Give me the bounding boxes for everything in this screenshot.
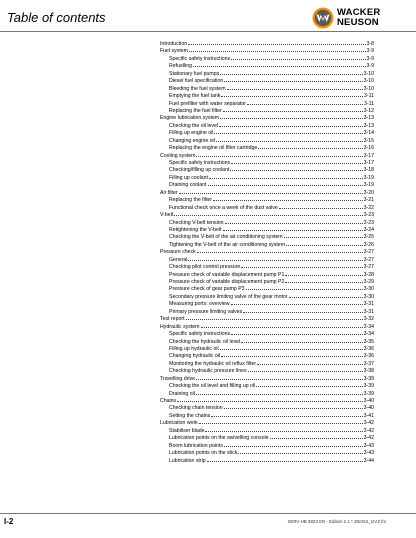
toc-entry-page: 3-19 bbox=[363, 182, 374, 188]
brand-line-2: NEUSON bbox=[337, 17, 379, 28]
toc-entry-page: 3-25 bbox=[363, 234, 374, 240]
toc-entry-label: Lubrication points on the swivelling console bbox=[169, 435, 269, 441]
toc-entry[interactable] bbox=[160, 151, 374, 158]
toc-subentry[interactable] bbox=[160, 426, 374, 433]
toc-entry-label: Checking the oil level and filling up oil bbox=[169, 383, 256, 389]
toc-entry-page: 3-34 bbox=[363, 331, 374, 337]
toc-subentry[interactable] bbox=[160, 337, 374, 344]
toc-leader-dots bbox=[188, 39, 365, 45]
toc-leader-dots bbox=[248, 366, 363, 372]
toc-entry-label: General bbox=[169, 256, 188, 263]
toc-entry-page: 3-11 bbox=[364, 100, 374, 106]
toc-leader-dots bbox=[289, 292, 363, 298]
wacker-neuson-logo-icon bbox=[312, 7, 334, 29]
toc-leader-dots bbox=[241, 337, 362, 343]
toc-leader-dots bbox=[243, 307, 362, 313]
toc-entry-page: 3-9 bbox=[366, 48, 374, 54]
toc-entry-page: 3-23 bbox=[363, 212, 374, 218]
toc-subentry[interactable] bbox=[160, 69, 374, 76]
toc-entry-label: Checking hydraulic pressure lines bbox=[169, 368, 247, 374]
toc-entry[interactable] bbox=[160, 46, 374, 53]
toc-entry-label: Checking chain tension bbox=[169, 405, 223, 411]
toc-subentry[interactable] bbox=[160, 61, 374, 68]
toc-leader-dots bbox=[231, 299, 363, 305]
toc-entry-page: 3-43 bbox=[363, 450, 374, 456]
toc-subentry[interactable] bbox=[160, 411, 374, 418]
toc-subentry[interactable] bbox=[160, 99, 374, 106]
toc-entry-label: Lubrication points on the stick bbox=[169, 450, 238, 456]
toc-leader-dots bbox=[238, 448, 362, 454]
toc-entry-page: 3-16 bbox=[363, 145, 374, 151]
toc-leader-dots bbox=[220, 69, 362, 75]
toc-entry-label: Stationary fuel pumps bbox=[169, 70, 220, 77]
toc-entry-label: Emptying the fuel tank bbox=[169, 93, 221, 99]
toc-subentry[interactable] bbox=[160, 448, 374, 455]
toc-leader-dots bbox=[196, 151, 362, 157]
toc-leader-dots bbox=[189, 46, 366, 52]
toc-entry-page: 3-21 bbox=[363, 197, 374, 203]
toc-entry-page: 3-17 bbox=[363, 152, 374, 158]
toc-leader-dots bbox=[220, 113, 363, 119]
toc-subentry[interactable] bbox=[160, 255, 374, 262]
toc-entry-page: 3-31 bbox=[363, 301, 374, 307]
toc-entry-page: 3-42 bbox=[363, 427, 374, 434]
toc-entry-label: Pressure check bbox=[160, 249, 196, 255]
toc-entry-label: Checking pilot control pressure bbox=[169, 264, 241, 270]
toc-entry-label: Replacing the fuel filter bbox=[169, 107, 222, 114]
toc-subentry[interactable] bbox=[160, 54, 374, 61]
toc-entry-label: Filling up hydraulic oil bbox=[169, 345, 219, 352]
toc-entry-label: Measuring ports: overview bbox=[169, 301, 230, 307]
toc-subentry[interactable] bbox=[160, 433, 374, 440]
toc-entry-page: 3-34 bbox=[363, 323, 374, 330]
footer-divider bbox=[0, 513, 416, 514]
toc-subentry[interactable] bbox=[160, 203, 374, 210]
toc-entry-label: Functional check once a week of the dust valve bbox=[169, 204, 278, 211]
toc-entry-label: Refuelling bbox=[169, 63, 193, 69]
table-of-contents bbox=[160, 39, 374, 463]
toc-subentry[interactable] bbox=[160, 277, 374, 284]
toc-leader-dots bbox=[286, 240, 363, 246]
toc-entry-page: 3-13 bbox=[363, 115, 374, 121]
toc-subentry[interactable] bbox=[160, 366, 374, 373]
toc-subentry[interactable] bbox=[160, 173, 374, 180]
toc-subentry[interactable] bbox=[160, 307, 374, 314]
toc-entry-label: Checking the hydraulic oil level bbox=[169, 338, 241, 344]
toc-subentry[interactable] bbox=[160, 136, 374, 143]
toc-entry-label: Air filter bbox=[160, 189, 178, 196]
toc-entry-label: Boom lubrication points bbox=[169, 442, 223, 449]
toc-entry-page: 3-9 bbox=[366, 55, 374, 62]
toc-leader-dots bbox=[207, 456, 363, 462]
toc-subentry[interactable] bbox=[160, 329, 374, 336]
toc-entry-page: 3-42 bbox=[363, 420, 374, 426]
toc-entry-page: 3-37 bbox=[363, 360, 374, 367]
toc-entry-label: Hydraulic system bbox=[160, 323, 200, 330]
toc-leader-dots bbox=[179, 188, 363, 194]
toc-leader-dots bbox=[224, 76, 362, 82]
toc-entry-label: Cooling system bbox=[160, 152, 196, 158]
toc-subentry[interactable] bbox=[160, 195, 374, 202]
toc-entry-page: 3-26 bbox=[363, 241, 374, 248]
toc-entry-label: Specific safety instructions bbox=[169, 160, 231, 166]
toc-leader-dots bbox=[284, 232, 363, 238]
toc-subentry[interactable] bbox=[160, 84, 374, 91]
toc-subentry[interactable] bbox=[160, 284, 374, 291]
toc-entry[interactable] bbox=[160, 396, 374, 403]
toc-entry-label: Travelling drive bbox=[160, 375, 195, 382]
toc-entry-label: Draining coolant bbox=[169, 182, 207, 188]
toc-entry-label: Test report bbox=[160, 316, 185, 322]
toc-entry-label: Checking V-belt tension bbox=[169, 219, 224, 225]
toc-entry-label: Engine lubrication system bbox=[160, 115, 220, 121]
toc-leader-dots bbox=[258, 143, 362, 149]
toc-entry[interactable] bbox=[160, 322, 374, 329]
toc-entry-page: 3-31 bbox=[363, 308, 374, 315]
toc-subentry[interactable] bbox=[160, 403, 374, 410]
toc-entry-page: 3-27 bbox=[363, 256, 374, 263]
toc-leader-dots bbox=[224, 441, 363, 447]
toc-entry-page: 3-13 bbox=[363, 122, 374, 129]
toc-subentry[interactable] bbox=[160, 389, 374, 396]
toc-leader-dots bbox=[224, 403, 363, 409]
toc-subentry[interactable] bbox=[160, 121, 374, 128]
toc-entry[interactable] bbox=[160, 210, 374, 217]
toc-subentry[interactable] bbox=[160, 143, 374, 150]
toc-subentry[interactable] bbox=[160, 106, 374, 113]
toc-entry-page: 3-44 bbox=[363, 457, 374, 463]
toc-subentry[interactable] bbox=[160, 262, 374, 269]
toc-entry-page: 3-39 bbox=[363, 375, 374, 382]
toc-entry-label: Checking the V-belt of the air conditioning system bbox=[169, 234, 283, 240]
toc-subentry[interactable] bbox=[160, 292, 374, 299]
toc-entry-label: Diesel fuel specification bbox=[169, 78, 224, 84]
toc-entry-label: Filling up engine oil bbox=[169, 130, 214, 136]
toc-leader-dots bbox=[270, 433, 363, 439]
toc-leader-dots bbox=[197, 247, 363, 253]
toc-leader-dots bbox=[246, 284, 363, 290]
toc-leader-dots bbox=[279, 203, 363, 209]
toc-subentry[interactable] bbox=[160, 218, 374, 225]
toc-entry-page: 3-30 bbox=[363, 286, 374, 292]
toc-subentry[interactable] bbox=[160, 225, 374, 232]
toc-subentry[interactable] bbox=[160, 270, 374, 277]
toc-entry-page: 3-18 bbox=[363, 167, 374, 173]
toc-subentry[interactable] bbox=[160, 441, 374, 448]
toc-entry-page: 3-9 bbox=[366, 63, 374, 69]
toc-entry-label: Checking/filling up coolant bbox=[169, 167, 230, 173]
toc-leader-dots bbox=[257, 359, 363, 365]
toc-subentry[interactable] bbox=[160, 381, 374, 388]
toc-entry-label: Pressure check of variable displacement pump P2 bbox=[169, 279, 285, 285]
toc-leader-dots bbox=[208, 180, 363, 186]
toc-leader-dots bbox=[231, 54, 365, 60]
toc-entry[interactable] bbox=[160, 314, 374, 321]
toc-entry-label: Changing hydraulic oil bbox=[169, 353, 221, 359]
toc-leader-dots bbox=[186, 314, 363, 320]
toc-entry-label: Lubrication work bbox=[160, 420, 198, 426]
toc-entry-page: 3-38 bbox=[363, 368, 374, 374]
toc-leader-dots bbox=[193, 61, 365, 67]
toc-leader-dots bbox=[220, 344, 363, 350]
toc-entry-page: 3-30 bbox=[363, 293, 374, 300]
toc-entry-label: Bleeding the fuel system bbox=[169, 85, 226, 92]
toc-leader-dots bbox=[221, 351, 363, 357]
toc-entry-label: Replacing the engine oil filter cartridge bbox=[169, 145, 258, 151]
toc-entry-label: Stabiliser blade bbox=[169, 427, 205, 434]
toc-entry-label: V-belt bbox=[160, 212, 174, 218]
toc-entry[interactable] bbox=[160, 39, 374, 46]
toc-entry-label: Introduction bbox=[160, 41, 188, 47]
toc-entry-label: Tightening the V-belt of the air conditioning system bbox=[169, 241, 286, 248]
toc-subentry[interactable] bbox=[160, 359, 374, 366]
toc-entry-page: 3-22 bbox=[363, 204, 374, 211]
brand-line-1: WACKER bbox=[337, 7, 381, 18]
toc-leader-dots bbox=[231, 158, 362, 164]
toc-entry-page: 3-11 bbox=[364, 93, 374, 99]
toc-subentry[interactable] bbox=[160, 76, 374, 83]
toc-entry-page: 3-27 bbox=[363, 249, 374, 255]
toc-entry-page: 3-36 bbox=[363, 345, 374, 352]
toc-entry-page: 3-28 bbox=[363, 271, 374, 277]
toc-entry-page: 3-10 bbox=[363, 70, 374, 77]
toc-leader-dots bbox=[241, 262, 362, 268]
toc-entry-page: 3-14 bbox=[363, 130, 374, 136]
toc-leader-dots bbox=[223, 106, 363, 112]
toc-subentry[interactable] bbox=[160, 180, 374, 187]
toc-entry-label: Chains bbox=[160, 398, 177, 404]
toc-leader-dots bbox=[177, 396, 362, 402]
toc-leader-dots bbox=[196, 374, 363, 380]
toc-subentry[interactable] bbox=[160, 91, 374, 98]
toc-leader-dots bbox=[216, 136, 363, 142]
toc-leader-dots bbox=[205, 426, 362, 432]
toc-entry-page: 3-10 bbox=[363, 78, 374, 84]
toc-leader-dots bbox=[209, 173, 363, 179]
toc-entry-label: Secondary pressure limiting valve of the gear motor bbox=[169, 293, 288, 300]
toc-entry-page: 3-20 bbox=[363, 189, 374, 196]
toc-leader-dots bbox=[225, 218, 363, 224]
toc-leader-dots bbox=[256, 381, 362, 387]
toc-entry-page: 3-40 bbox=[363, 405, 374, 411]
toc-subentry[interactable] bbox=[160, 351, 374, 358]
toc-leader-dots bbox=[188, 255, 362, 261]
toc-entry-page: 3-39 bbox=[363, 383, 374, 389]
toc-entry-label: Specific safety instructions bbox=[169, 331, 231, 337]
toc-entry-page: 3-10 bbox=[363, 85, 374, 92]
toc-leader-dots bbox=[199, 418, 363, 424]
toc-leader-dots bbox=[223, 225, 363, 231]
toc-leader-dots bbox=[211, 411, 362, 417]
toc-entry[interactable] bbox=[160, 247, 374, 254]
toc-entry-label: Primary pressure limiting valves bbox=[169, 308, 243, 315]
toc-entry-label: Setting the chains bbox=[169, 412, 211, 419]
toc-entry-label: Fuel system bbox=[160, 48, 188, 54]
toc-leader-dots bbox=[221, 91, 363, 97]
toc-entry-page: 3-19 bbox=[363, 174, 374, 181]
toc-entry-page: 3-39 bbox=[363, 390, 374, 396]
toc-entry-label: Pressure check of gear pump P3 bbox=[169, 286, 245, 292]
toc-leader-dots bbox=[227, 84, 363, 90]
toc-subentry[interactable] bbox=[160, 299, 374, 306]
toc-entry-label: Changing engine oil bbox=[169, 137, 215, 144]
toc-subentry[interactable] bbox=[160, 128, 374, 135]
toc-entry-label: Fuel prefilter with water separator bbox=[169, 100, 246, 106]
page-title: Table of contents bbox=[7, 10, 106, 25]
toc-leader-dots bbox=[231, 329, 362, 335]
toc-entry[interactable] bbox=[160, 188, 374, 195]
toc-entry-page: 3-36 bbox=[363, 353, 374, 359]
toc-entry[interactable] bbox=[160, 418, 374, 425]
toc-leader-dots bbox=[214, 128, 362, 134]
toc-entry-label: Checking the oil level bbox=[169, 122, 219, 129]
toc-entry-label: Filling up coolant bbox=[169, 174, 208, 181]
toc-entry-page: 3-15 bbox=[363, 137, 374, 144]
header-divider bbox=[0, 31, 416, 32]
toc-leader-dots bbox=[230, 165, 362, 171]
toc-subentry[interactable] bbox=[160, 165, 374, 172]
toc-subentry[interactable] bbox=[160, 344, 374, 351]
toc-entry-page: 3-27 bbox=[363, 264, 374, 270]
toc-entry-label: Specific safety instructions bbox=[169, 55, 231, 62]
toc-entry[interactable] bbox=[160, 113, 374, 120]
toc-entry-label: Monitoring the hydraulic oil reflux filter bbox=[169, 360, 257, 367]
toc-leader-dots bbox=[196, 389, 363, 395]
toc-entry-page: 3-43 bbox=[363, 442, 374, 449]
toc-entry-label: Draining oil bbox=[169, 390, 195, 396]
toc-entry-label: Lubrication strip bbox=[169, 457, 206, 463]
toc-entry-page: 3-12 bbox=[363, 107, 374, 114]
toc-entry-page: 3-29 bbox=[363, 279, 374, 285]
toc-entry-page: 3-40 bbox=[363, 398, 374, 404]
toc-entry-label: Retightening the V-belt bbox=[169, 226, 222, 233]
page-number: I-2 bbox=[4, 517, 14, 526]
document-id: SERV-HB 38Z3 EN - Edition 2.1 * 38z3s2_1IVZ.fm bbox=[287, 519, 386, 524]
toc-entry-page: 3-32 bbox=[363, 316, 374, 322]
toc-entry-page: 3-17 bbox=[363, 160, 374, 166]
toc-leader-dots bbox=[213, 195, 363, 201]
toc-entry-label: Pressure check of variable displacement pump P1 bbox=[169, 271, 285, 277]
toc-leader-dots bbox=[201, 322, 363, 328]
toc-entry-page: 3-35 bbox=[363, 338, 374, 344]
toc-entry-page: 3-8 bbox=[366, 41, 374, 47]
toc-subentry[interactable] bbox=[160, 456, 374, 463]
toc-leader-dots bbox=[219, 121, 363, 127]
toc-entry[interactable] bbox=[160, 374, 374, 381]
brand-name bbox=[337, 8, 380, 28]
toc-subentry[interactable] bbox=[160, 158, 374, 165]
toc-subentry[interactable] bbox=[160, 240, 374, 247]
toc-subentry[interactable] bbox=[160, 232, 374, 239]
brand-logo bbox=[312, 6, 412, 30]
toc-entry-page: 3-24 bbox=[363, 226, 374, 233]
toc-leader-dots bbox=[247, 99, 363, 105]
toc-entry-page: 3-42 bbox=[363, 435, 374, 441]
toc-entry-page: 3-41 bbox=[363, 412, 374, 419]
toc-entry-page: 3-23 bbox=[363, 219, 374, 225]
toc-leader-dots bbox=[285, 277, 362, 283]
toc-leader-dots bbox=[174, 210, 362, 216]
toc-leader-dots bbox=[285, 270, 362, 276]
toc-entry-label: Replacing the filter bbox=[169, 197, 212, 203]
